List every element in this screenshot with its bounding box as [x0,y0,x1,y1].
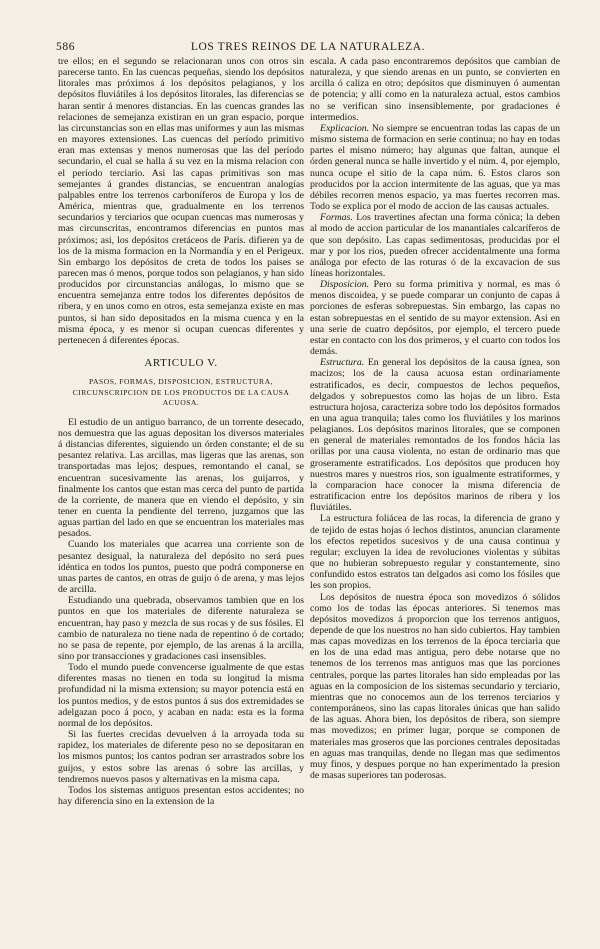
running-title: LOS TRES REINOS DE LA NATURALEZA. [190,41,426,53]
paragraph: Todos los sistemas antiguos presentan estos accidentes; no hay diferencia sino en la extension de la [58,784,304,808]
section-label: Formas. [320,212,353,224]
paragraph: escala. A cada paso encontraremos depósitos que cambian de naturaleza, y que siendo arenas en un punto, se convierten en arcilla ó caliza en otro; depósitos que disminuyen ó aumentan de potencia; y allí como en la naturaleza actual, estos cambios no se verifican sino insensiblemente, por gradaciones é intermedios. [310,56,560,123]
paragraph-text: En general los depósitos de la causa ígnea, son macizos; los de la causa acuosa estan ordinariamente estratificados, es decir, compuestos de lechos pequeños, delgados y sobrepuestos como las hojas de un libro. Esta estructura hojosa, caracteriza sobre todo los depósitos formados en una agua tranquila; tales como los fluviátiles y los marinos pelagianos. Los depósitos marinos litorales, que se componen en general de materiales remontados de los fondos hácia las orillas por una causa violenta, no estan de ordinario mas que groseramente estratificados. Los depósitos que producen hoy nuestros mares y nuestros rios, son igualmente estratiformes, y la comparacion hace conocer la misma diferencia de estratificacion entre los depósitos marinos de ribera y los fluviátiles. [310,357,560,514]
page-number: 586 [56,41,76,53]
paragraph-text: Pero su forma primitiva y normal, es mas ó menos discoidea, y se puede comparar un conjunto de capas á porciones de esferas sobrepuestas. Sin embargo, las capas no estan sobrepuestas en el sentido de su mayor extension. Asi en una serie de cuatro depósitos, por ejemplo, el tercero puede estar en contacto con los dos primeros, y el cuarto con todos los demás. [310,279,560,358]
paragraph: Los depósitos de nuestra época son movedizos ó sólidos como los de todas las épocas anteriores. Si tenemos mas depósitos movedizos á proporcion que los terrenos antiguos, depende de que los nuestros no han sido cubiertos. Hay tambien mas capas movedizas en los terrenos de la época terciaria que en los de una edad mas antigua, pero debe notarse que no tenemos de los terrenos mas antiguos mas que las porciones centrales, porque las partes litorales han sido empleadas por las aguas en la composicion de los sistemas secundario y terciario, mientras que no conocemos aun de los terrenos terciarios y contemporáneos, sino las capas litorales únicas que han salido de las aguas. Ahora bien, los depósitos de ribera, son siempre mas movedizos; en primer lugar, porque se componen de materiales mas groseros que las porciones centrales depositadas en aguas mas tranquilas, dende no llegan mas que sedimentos muy finos, y despues porque no han experimentado la presion de masas superiores tan poderosas. [310,591,560,781]
paragraph: El estudio de un antiguo barranco, de un torrente desecado, nos demuestra que las aguas depositan los diversos materiales á distancias diferentes, siguiendo un órden constante; el de su pesantez relativa. Las arcillas, mas ligeras que las arenas, son transportadas mas lejos; despues, remontando el canal, se encuentran sucesivamente las arenas, los guijarros, y finalmente los cantos que estan mas cerca del punto de partida de la corriente, de manera que en viendo el depósito, y sin tener en cuenta la pendiente del terreno, juzgamos que las aguas partian del lado en que se encuentran los materiales mas pesados. [58,416,304,540]
paragraph: Todo el mundo puede convencerse igualmente de que estas diferentes masas no tienen en toda su longitud la misma profundidad ni la misma extension; su mayor potencia está en los puntos medios, y de estos puntos á sus dos extremidades se adelgazan poco á poco, y acaban en nada: esta es la forma normal de los depósitos. [58,662,304,729]
paragraph-disposicion [310,279,560,357]
left-column [58,56,304,807]
section-label: Estructura. [320,357,365,369]
paragraph: Estudiando una quebrada, observamos tambien que en los puntos en que los materiales de diferente naturaleza se encuentran, hay paso y mezcla de sus rocas y de sus fósiles. El cambio de naturaleza no tiene nada de repentino ó de cortado; no se pasa de repente, por ejemplo, de las arenas á la arcilla, sino por transacciones y gradaciones casi insensibles. [58,595,304,662]
paragraph: Cuando los materiales que acarrea una corriente son de pesantez desigual, la naturaleza del depósito no será pues idéntica en todos los puntos, puesto que podrá componerse en unas partes de cantos, en otras de guijo ó de arena, y mas lejos de arcilla. [58,539,304,596]
paragraph-text: No siempre se encuentran todas las capas de un mismo sistema de formacion en serie continua; no hay en todas partes el mismo número; hay algunas que faltan, aunque el órden general nunca se halle invertido y el núm. 4, por ejemplo, nunca ocupe el sitio de la capa núm. 6. Estos claros son producidos por la accion intermitente de las aguas, que ya mas débiles recorren menos espacio, ya mas fuertes recorren mas. Todo se explica por el modo de accion de las causas actuales. [310,122,560,213]
paragraph: Si las fuertes crecidas devuelven á la arroyada toda su rapidez, los materiales de diferente peso no se depositaran en los mismos puntos; los cantos podran ser arrastrados sobre los guijos, y estos sobre las arenas ó sobre las arcillas, y tendremos nuevos pasos y alternativas en la misma capa. [58,729,304,785]
paragraph-formas [310,212,560,279]
article-subheading: PASOS, FORMAS, DISPOSICION, ESTRUCTURA, CIRCUNSCRIPCION DE LOS PRODUCTOS DE LA CAUSA ACUOSA. [72,377,290,408]
running-header [56,41,560,55]
paragraph-estructura [310,357,560,513]
paragraph-explicacion [310,123,560,212]
paragraph: tre ellos; en el segundo se relacionaran unos con otros sin parecerse tanto. En las cuencas pequeñas, siendo los depósitos litorales mas próximos á los depósitos pelagianos, y los depósitos fluviátiles á los depósitos litorales, las diferencias se haran sentir á menores distancias. En las cuencas grandes las relaciones de semejanza existiran en un gran espacio, porque las circunstancias son en ellas mas uniformes y aun las mismas en mayores extensiones. Las cuencas del período primitivo eran mas extensas y menos numerosas que las del período secundario, el cual se halla á su vez en la misma relacion con el período terciario. Asi las capas primitivas son mas semejantes á grandes distancias, se encuentran analogías palpables entre los terrenos carboníferos de Europa y los de América, mientras que, gradualmente en los terrenos secundarios y terciarios que ocupan cuencas mas numerosas y mas circunscritas, encontramos diferencias en puntos mas próximos; asi, los depósitos cretáceos de París. difieren ya de los de la misma formacion en la Normandía y en el Perigeux. Sin embargo los depósitos de creta de todos los paises se parecen mas ó menos, porque todos son pelagianos, y han sido producidos por circunstancias análogas, lo mismo que se encuentra semejanza entre todos los diferentes depósitos de ribera, y en unos como en otros, esta semejanza existe en mas puntos, si han sido depositados en la misma cuenca y en la misma época, y es menor si ocupan cuencas diferentes y pertenecen á diferentes épocas. [58,56,304,346]
paragraph: La estructura foliácea de las rocas, la diferencia de grano y de tejido de estas hojas ó lechos distintos, anuncian claramente los efectos repetidos sucesivos y de una causa continua y regular; excluyen la idea de revoluciones violentas y súbitas que no hubieran sobrepuesto regular y constantemente, sino confundido estos estratos tan delgados asi como los fósiles que les son propios. [310,513,560,592]
article-heading: ARTICULO V. [144,357,218,370]
section-label: Disposicion. [320,279,370,291]
paragraph-text: Los travertines afectan una forma cónica; la deben al modo de accion particular de los manantiales calcaríferos de que son depósito. Las capas sedimentosas, producidas por el mar y por los rios, pueden ofrecer accidentalmente una forma análoga por efecto de las roturas ó de la excavacion de sus líneas horizontales. [310,212,560,279]
right-column [310,56,560,781]
section-label: Explicacion. [320,122,370,134]
